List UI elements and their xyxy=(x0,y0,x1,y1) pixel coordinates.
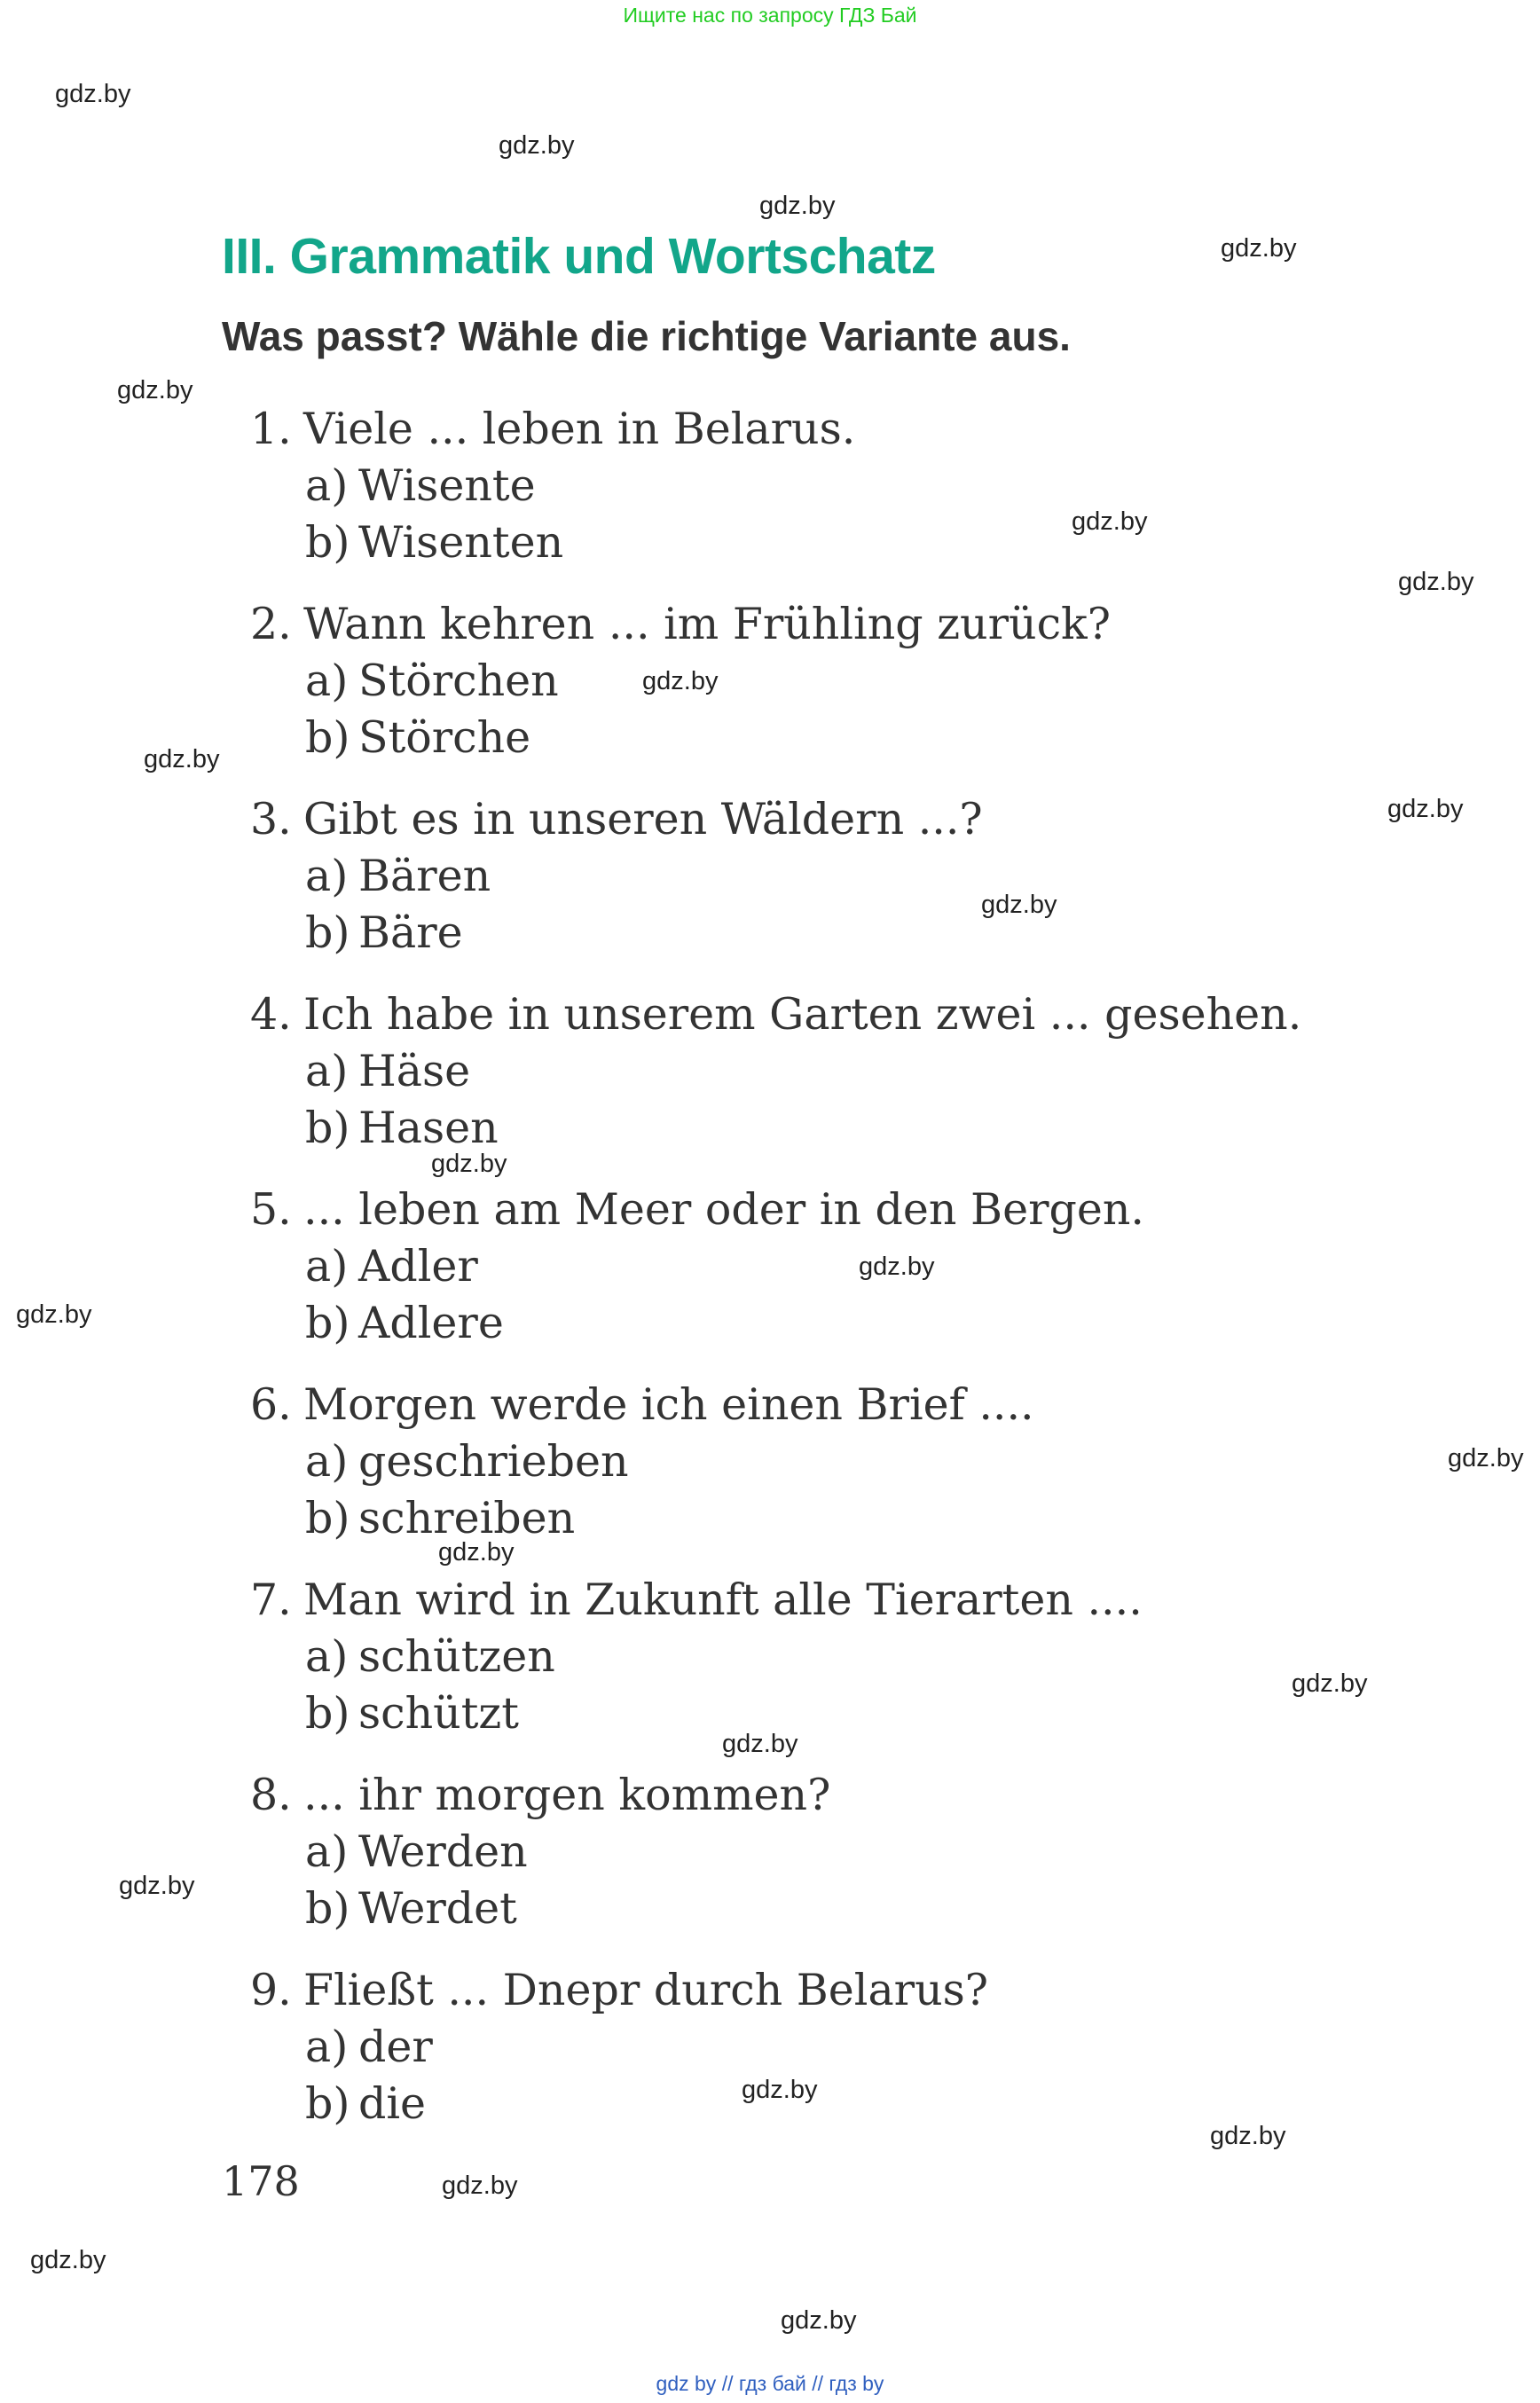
exercise-instruction: Was passt? Wähle die richtige Variante aus. xyxy=(222,313,1071,359)
option-b xyxy=(250,1100,1474,1157)
question-7 xyxy=(250,1572,1474,1767)
option-text: geschrieben xyxy=(358,1436,629,1487)
watermark: gdz.by xyxy=(981,891,1057,919)
option-text: Störchen xyxy=(358,656,559,706)
watermark: gdz.by xyxy=(442,2171,518,2200)
option-letter: a) xyxy=(305,1241,349,1292)
option-a xyxy=(250,1824,1474,1881)
watermark: gdz.by xyxy=(1387,795,1464,823)
question-number: 3. xyxy=(250,794,292,844)
option-text: die xyxy=(358,2078,427,2129)
watermark: gdz.by xyxy=(117,376,193,404)
option-text: Bären xyxy=(358,851,491,901)
option-text: Häse xyxy=(358,1046,471,1096)
option-a xyxy=(250,458,1474,514)
question-8 xyxy=(250,1767,1474,1962)
question-3 xyxy=(250,791,1474,986)
question-sentence: ... leben am Meer oder in den Bergen. xyxy=(303,1184,1144,1235)
watermark: gdz.by xyxy=(781,2306,857,2335)
question-number: 4. xyxy=(250,989,292,1040)
option-letter: b) xyxy=(305,1493,350,1543)
option-b xyxy=(250,1685,1474,1742)
option-text: schützt xyxy=(358,1688,519,1739)
watermark: gdz.by xyxy=(16,1300,92,1329)
watermark: gdz.by xyxy=(438,1538,515,1567)
watermark: gdz.by xyxy=(742,2076,818,2104)
option-letter: b) xyxy=(305,907,350,958)
watermark: gdz.by xyxy=(431,1150,507,1178)
option-text: Adler xyxy=(358,1241,478,1292)
question-sentence: Gibt es in unseren Wäldern ...? xyxy=(303,794,983,844)
option-a xyxy=(250,1043,1474,1100)
option-letter: b) xyxy=(305,1103,350,1153)
option-b xyxy=(250,905,1474,962)
option-a xyxy=(250,653,1474,710)
question-number: 5. xyxy=(250,1184,292,1235)
question-1 xyxy=(250,401,1474,596)
option-text: Bäre xyxy=(358,907,463,958)
question-text xyxy=(250,1182,1474,1238)
option-text: Werden xyxy=(358,1826,528,1877)
question-sentence: ... ihr morgen kommen? xyxy=(303,1770,831,1820)
question-text xyxy=(250,1962,1474,2019)
watermark: gdz.by xyxy=(1292,1669,1368,1698)
option-letter: b) xyxy=(305,712,350,763)
watermark: gdz.by xyxy=(499,131,575,160)
option-letter: a) xyxy=(305,460,349,511)
option-text: Störche xyxy=(358,712,531,763)
option-b xyxy=(250,1295,1474,1352)
question-sentence: Fließt ... Dnepr durch Belarus? xyxy=(303,1965,989,2015)
watermark: gdz.by xyxy=(859,1253,935,1281)
option-text: schreiben xyxy=(358,1493,576,1543)
option-letter: a) xyxy=(305,1436,349,1487)
question-text xyxy=(250,596,1474,653)
question-9 xyxy=(250,1962,1474,2157)
option-letter: b) xyxy=(305,517,350,568)
option-a xyxy=(250,1629,1474,1685)
watermark: gdz.by xyxy=(1210,2122,1286,2150)
option-b xyxy=(250,514,1474,571)
question-text xyxy=(250,986,1474,1043)
option-text: der xyxy=(358,2022,433,2072)
watermark: gdz.by xyxy=(119,1872,195,1900)
question-text xyxy=(250,1572,1474,1629)
watermark: gdz.by xyxy=(1398,568,1474,596)
option-letter: a) xyxy=(305,1631,349,1682)
option-a xyxy=(250,848,1474,905)
option-letter: a) xyxy=(305,1046,349,1096)
watermark: gdz.by xyxy=(1072,507,1148,536)
option-letter: b) xyxy=(305,1883,350,1934)
option-text: Werdet xyxy=(358,1883,517,1934)
question-text xyxy=(250,401,1474,458)
option-letter: a) xyxy=(305,1826,349,1877)
watermark: gdz.by xyxy=(30,2246,106,2274)
option-text: Adlere xyxy=(358,1298,504,1348)
question-number: 7. xyxy=(250,1575,292,1625)
question-text xyxy=(250,1377,1474,1433)
option-letter: b) xyxy=(305,2078,350,2129)
option-b xyxy=(250,1881,1474,1937)
question-text xyxy=(250,1767,1474,1824)
option-b xyxy=(250,710,1474,766)
watermark: gdz.by xyxy=(722,1730,798,1758)
option-text: Wisente xyxy=(358,460,536,511)
option-letter: a) xyxy=(305,851,349,901)
option-a xyxy=(250,1433,1474,1490)
question-sentence: Wann kehren ... im Frühling zurück? xyxy=(303,599,1111,649)
question-sentence: Ich habe in unserem Garten zwei ... gesehen. xyxy=(303,989,1302,1040)
option-b xyxy=(250,1490,1474,1547)
page-number: 178 xyxy=(222,2157,300,2205)
question-sentence: Man wird in Zukunft alle Tierarten .... xyxy=(303,1575,1143,1625)
question-number: 2. xyxy=(250,599,292,649)
option-text: Hasen xyxy=(358,1103,499,1153)
question-number: 9. xyxy=(250,1965,292,2015)
option-a xyxy=(250,2019,1474,2076)
option-letter: a) xyxy=(305,656,349,706)
footer-links[interactable]: gdz by // гдз бай // гдз by xyxy=(656,2372,884,2395)
watermark: gdz.by xyxy=(642,667,719,695)
question-text xyxy=(250,791,1474,848)
question-sentence: Viele ... leben in Belarus. xyxy=(303,404,856,454)
question-6 xyxy=(250,1377,1474,1572)
question-sentence: Morgen werde ich einen Brief .... xyxy=(303,1379,1034,1430)
question-2 xyxy=(250,596,1474,791)
top-banner: Ищите нас по запросу ГДЗ Бай xyxy=(623,4,917,27)
option-letter: b) xyxy=(305,1298,350,1348)
watermark: gdz.by xyxy=(1448,1444,1524,1472)
option-b xyxy=(250,2076,1474,2132)
question-number: 6. xyxy=(250,1379,292,1430)
watermark: gdz.by xyxy=(759,192,836,220)
watermark: gdz.by xyxy=(55,80,131,108)
option-text: schützen xyxy=(358,1631,555,1682)
option-letter: b) xyxy=(305,1688,350,1739)
question-number: 1. xyxy=(250,404,292,454)
watermark: gdz.by xyxy=(144,745,220,774)
section-title: III. Grammatik und Wortschatz xyxy=(222,228,936,285)
question-number: 8. xyxy=(250,1770,292,1820)
watermark: gdz.by xyxy=(1221,234,1297,263)
option-text: Wisenten xyxy=(358,517,564,568)
option-letter: a) xyxy=(305,2022,349,2072)
